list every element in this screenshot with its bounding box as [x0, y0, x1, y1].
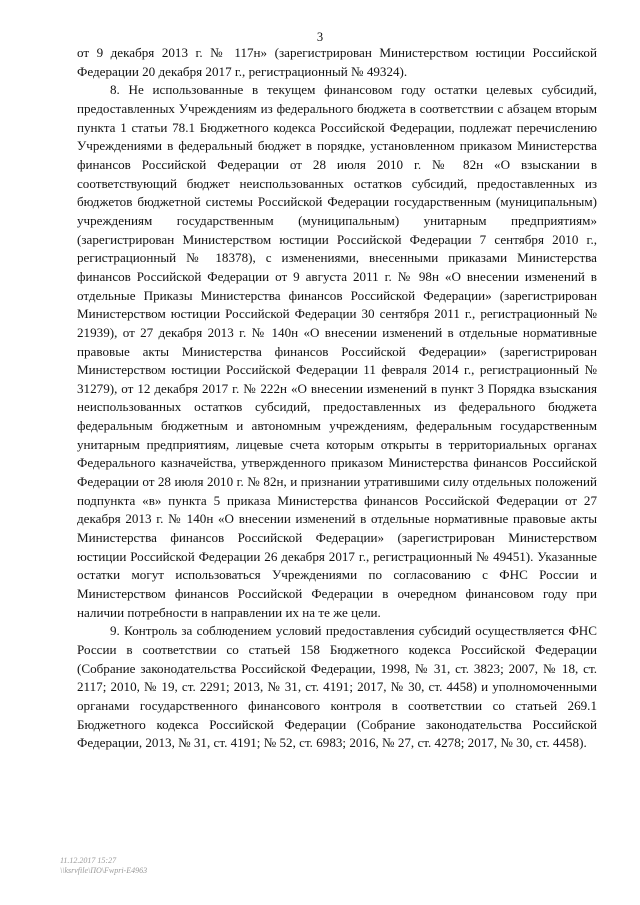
footer-timestamp: 11.12.2017 15:27: [60, 856, 117, 865]
paragraph-item-8: 8. Не использованные в текущем финансовом году остатки целевых субсидий, предоставленных Учреждениям из федерального бюджета в соответствии с абзацем вторым пункта 1 статьи 78.1 Бюджетного кодекса Российской Федерации, подлежат перечислению Учреждениями в федеральный бюджет в порядке, установленном приказом Министерства финансов Российской Федерации от 28 июля 2010 г. № 82н «О взыскании в соответствующий бюджет неиспользованных остатков субсидий, предоставленных из бюджетов бюджетной системы Российской Федерации государственным (муниципальным) учреждениям государственным (муниципальным) унитарным предприятиям» (зарегистрирован Министерством юстиции Российской Федерации 7 сентября 2010 г., регистрационный № 18378), с изменениями, внесенными приказами Министерства финансов Российской Федерации от 9 августа 2011 г. № 98н «О внесении изменений в отдельные Приказы Министерства финансов Российской Федерации» (зарегистрирован Министерством юстиции Российской Федерации 30 сентября 2011 г., регистрационный № 21939), от 27 декабря 2013 г. № 140н «О внесении изменений в отдельные нормативные правовые акты Министерства финансов Российской Федерации» (зарегистрирован Министерством юстиции Российской Федерации 11 февраля 2014 г., регистрационный № 31279), от 12 декабря 2017 г. № 222н «О внесении изменений в пункт 3 Порядка взыскания неиспользованных остатков субсидий, предоставленных из федерального бюджета федеральным бюджетным и автономным учреждениям, федеральным государственным унитарным предприятиям, лицевые счета которым открыты в территориальных органах Федерального казначейства, утвержденного приказом Министерства финансов Российской Федерации от 28 июля 2010 г. № 82н, и признании утратившими силу отдельных положений подпункта «в» пункта 5 приказа Министерства финансов Российской Федерации от 27 декабря 2013 г. № 140н «О внесении изменений в отдельные нормативные правовые акты Министерства финансов Российской Федерации» (зарегистрирован Министерством юстиции Российской Федерации 26 декабря 2017 г., регистрационный № 49451). Указанные остатки могут использоваться Учреждениями по согласованию с ФНС России и Министерством финансов Российской Федерации в очередном финансовом году при наличии потребности в направлении их на те же цели.: [77, 82, 597, 620]
paragraph-item-9: 9. Контроль за соблюдением условий предоставления субсидий осуществляется ФНС России в соответствии со статьей 158 Бюджетного кодекса Российской Федерации (Собрание законодательства Российской Федерации, 1998, № 31, ст. 3823; 2007, № 18, ст. 2117; 2010, № 19, ст. 2291; 2013, № 31, ст. 4191; 2017, № 30, ст. 4458) и уполномоченными органами государственного финансового контроля в соответствии со статьей 269.1 Бюджетного кодекса Российской Федерации (Собрание законодательства Российской Федерации, 2013, № 31, ст. 4191; № 52, ст. 6983; 2016, № 27, ст. 4278; 2017, № 30, ст. 4458).: [77, 623, 597, 751]
page-number: 3: [316, 30, 324, 44]
footer-stamp: [60, 856, 147, 876]
paragraph-continuation: от 9 декабря 2013 г. № 117н» (зарегистрирован Министерством юстиции Российской Федерации 20 декабря 2017 г., регистрационный № 49324).: [77, 45, 597, 79]
document-body: [77, 44, 597, 753]
footer-file-path: \\ksrvfile\ПО\Fwpri-E4963: [60, 866, 148, 875]
